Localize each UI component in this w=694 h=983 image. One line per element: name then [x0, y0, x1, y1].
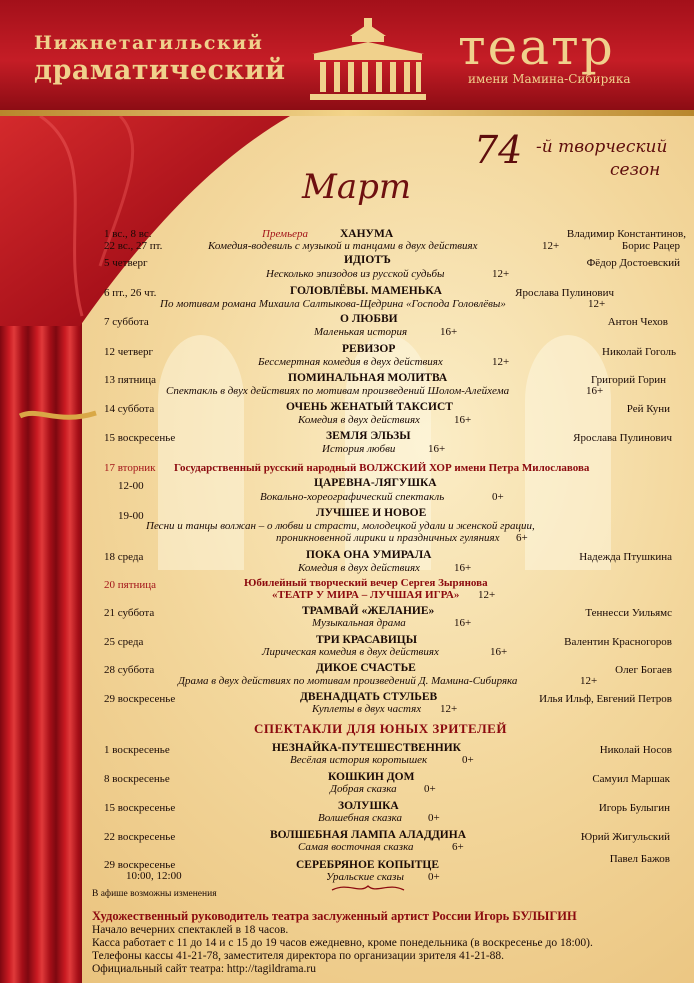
show-title: ГОЛОВЛЁВЫ. МАМЕНЬКА — [290, 285, 442, 297]
show-subtitle: Спектакль в двух действиях по мотивам произведений Шолом-Алейхема — [166, 385, 510, 397]
anniversary-line1: Юбилейный творческий вечер Сергея Зырянова — [244, 577, 488, 589]
theatre-type-name: драматический — [34, 55, 286, 86]
age-rating: 6+ — [516, 532, 528, 544]
footer-line-box-office-hours: Касса работает с 11 до 14 и с 15 до 19 часов ежедневно, кроме понедельника (в воскресенье до 18:00). — [92, 937, 593, 949]
show-subtitle: Уральские сказы — [326, 871, 404, 883]
schedule-date: 12 четверг — [104, 346, 153, 358]
window-arch — [158, 335, 244, 570]
age-rating: 0+ — [424, 783, 436, 795]
show-author: Надежда Птушкина — [579, 551, 672, 563]
schedule-date: 13 пятница — [104, 374, 157, 386]
schedule-date: 28 суббота — [104, 664, 155, 676]
footer-line-start-time: Начало вечерних спектаклей в 18 часов. — [92, 924, 289, 936]
show-subtitle: Маленькая история — [314, 326, 408, 338]
kids-section-title: СПЕКТАКЛИ ДЛЯ ЮНЫХ ЗРИТЕЛЕЙ — [254, 721, 507, 736]
age-rating: 16+ — [586, 385, 604, 397]
show-title: ИДІОТЪ — [344, 254, 391, 266]
show-subtitle: Песни и танцы волжан – о любви и страсти, молодецкой удали и женской грации, — [146, 520, 535, 532]
show-title: СЕРЕБРЯНОЕ КОПЫТЦЕ — [296, 859, 439, 871]
show-title: ПОМИНАЛЬНАЯ МОЛИТВА — [288, 372, 448, 384]
show-title: ЗОЛУШКА — [338, 800, 399, 812]
show-title: ТРИ КРАСАВИЦЫ — [316, 634, 418, 646]
show-author: Николай Гоголь — [602, 346, 676, 358]
kids-date: 8 воскресенье — [104, 773, 170, 785]
show-subtitle: Куплеты в двух частях — [312, 703, 422, 715]
age-rating: 0+ — [428, 812, 440, 824]
age-rating: 0+ — [492, 491, 504, 503]
window-arch — [525, 335, 611, 570]
show-title: ТРАМВАЙ «ЖЕЛАНИЕ» — [302, 605, 435, 617]
show-author: Олег Богаев — [615, 664, 672, 676]
age-rating: 16+ — [428, 443, 446, 455]
anniversary-line2: «ТЕАТР У МИРА – ЛУЧШАЯ ИГРА» — [272, 589, 460, 601]
show-author: Игорь Булыгин — [598, 802, 670, 814]
season-text-line2: сезон — [610, 160, 661, 180]
schedule-date: 25 среда — [104, 636, 144, 648]
age-rating: 12+ — [588, 298, 606, 310]
show-subtitle: Комедия в двух действиях — [298, 562, 420, 574]
theatre-named-after: имени Мамина-Сибиряка — [468, 72, 631, 86]
show-subtitle: Комедия-водевиль с музыкой и танцами в двух действиях — [208, 240, 478, 252]
show-author-extra: Борис Рацер — [621, 240, 680, 252]
show-title: ЛУЧШЕЕ И НОВОЕ — [316, 507, 427, 519]
kids-date: 1 воскресенье — [104, 744, 170, 756]
show-subtitle: Музыкальная драма — [312, 617, 406, 629]
anniversary-date: 20 пятница — [104, 579, 157, 591]
age-rating: 6+ — [452, 841, 464, 853]
curtain-tassel-rope — [18, 405, 98, 427]
show-author: Ярослава Пулинович — [573, 432, 672, 444]
age-rating: 16+ — [440, 326, 458, 338]
show-author: Теннесси Уильямс — [585, 607, 672, 619]
show-subtitle: Несколько эпизодов из русской судьбы — [266, 268, 445, 280]
schedule-date: 7 суббота — [104, 316, 149, 328]
show-subtitle: Добрая сказка — [330, 783, 397, 795]
show-subtitle: Лирическая комедия в двух действиях — [262, 646, 439, 658]
changes-note: В афише возможны изменения — [92, 889, 217, 899]
theatre-building-logo — [306, 14, 430, 104]
season-number: 74 — [474, 128, 523, 172]
theatre-word: театр — [458, 18, 615, 76]
kids-date: 22 воскресенье — [104, 831, 176, 843]
schedule-date: 18 среда — [104, 551, 144, 563]
age-rating: 12+ — [440, 703, 458, 715]
show-author: Николай Носов — [599, 744, 672, 756]
premiere-label: Премьера — [262, 228, 308, 240]
show-author: Антон Чехов — [607, 316, 668, 328]
age-rating: 12+ — [492, 356, 510, 368]
schedule-date: 6 пт., 26 чт. — [104, 287, 157, 299]
kids-date: 15 воскресенье — [104, 802, 176, 814]
show-author: Илья Ильф, Евгений Петров — [539, 693, 672, 705]
footer-line-phones: Телефоны кассы 41-21-78, заместителя директора по организации зрителя 41-21-88. — [92, 950, 505, 962]
age-rating: 16+ — [454, 617, 472, 629]
show-title: ВОЛШЕБНАЯ ЛАМПА АЛАДДИНА — [270, 829, 466, 841]
show-subtitle: проникновенной лирики и праздничных гуляниях — [276, 532, 500, 544]
age-rating: 0+ — [462, 754, 474, 766]
age-rating: 16+ — [454, 562, 472, 574]
show-title: ОЧЕНЬ ЖЕНАТЫЙ ТАКСИСТ — [286, 401, 453, 413]
show-title: ЦАРЕВНА-ЛЯГУШКА — [314, 477, 437, 489]
season-text-line1: -й творческий — [536, 137, 668, 157]
show-subtitle: История любви — [322, 443, 396, 455]
show-subtitle: Комедия в двух действиях — [298, 414, 420, 426]
show-title: РЕВИЗОР — [342, 343, 396, 355]
show-title: ХАНУМА — [340, 228, 394, 240]
show-author: Григорий Горин — [591, 374, 666, 386]
age-rating: 12+ — [580, 675, 598, 687]
schedule-date: 15 воскресенье — [104, 432, 176, 444]
theatre-city-name: Нижнетагильский — [34, 32, 264, 54]
choir-show2-time: 19-00 — [118, 510, 144, 522]
show-subtitle: Весёлая история коротышек — [290, 754, 428, 766]
schedule-date: 1 вс., 8 вс. — [104, 228, 152, 240]
schedule-date: 29 воскресенье — [104, 693, 176, 705]
artistic-director: Художественный руководитель театра заслуженный артист России Игорь БУЛЫГИН — [92, 909, 577, 923]
schedule-date: 21 суббота — [104, 607, 155, 619]
show-title: О ЛЮБВИ — [340, 313, 398, 325]
schedule-date: 5 четверг — [104, 257, 148, 269]
age-rating: 16+ — [454, 414, 472, 426]
show-author: Валентин Красногоров — [564, 636, 672, 648]
age-rating: 12+ — [492, 268, 510, 280]
show-author: Владимир Константинов, — [566, 228, 686, 240]
age-rating: 0+ — [428, 871, 440, 883]
age-rating: 16+ — [490, 646, 508, 658]
show-author: Рей Куни — [626, 403, 670, 415]
choir-show1-time: 12-00 — [118, 480, 144, 492]
show-subtitle: Драма в двух действиях по мотивам произведений Д. Мамина-Сибиряка — [178, 675, 518, 687]
show-subtitle: Вокально-хореографический спектакль — [260, 491, 445, 503]
show-title: НЕЗНАЙКА-ПУТЕШЕСТВЕННИК — [272, 742, 462, 754]
ornament-divider — [330, 880, 406, 894]
show-subtitle: Самая восточная сказка — [298, 841, 414, 853]
show-subtitle: Бессмертная комедия в двух действиях — [258, 356, 443, 368]
footer-line-website: Официальный сайт театра: http://tagildrama.ru — [92, 963, 316, 975]
month-title: Март — [302, 167, 412, 207]
show-title: ДВЕНАДЦАТЬ СТУЛЬЕВ — [300, 691, 438, 703]
age-rating: 12+ — [542, 240, 560, 252]
show-author: Самуил Маршак — [592, 773, 670, 785]
show-author: Ярослава Пулинович — [515, 287, 614, 299]
show-title: КОШКИН ДОМ — [328, 771, 415, 783]
show-subtitle: По мотивам романа Михаила Салтыкова-Щедрина «Господа Головлёвы» — [160, 298, 506, 310]
age-rating: 12+ — [478, 589, 496, 601]
show-title: ПОКА ОНА УМИРАЛА — [306, 549, 432, 561]
show-title: ЗЕМЛЯ ЭЛЬЗЫ — [326, 430, 411, 442]
kids-date: 29 воскресенье — [104, 859, 176, 871]
schedule-date-extra: 22 вс., 27 пт. — [104, 240, 163, 252]
show-subtitle: Волшебная сказка — [318, 812, 403, 824]
kids-date-extra: 10:00, 12:00 — [126, 870, 182, 882]
show-title: ДИКОЕ СЧАСТЬЕ — [316, 662, 416, 674]
choir-date: 17 вторник — [104, 462, 156, 474]
choir-title: Государственный русский народный ВОЛЖСКИЙ ХОР имени Петра Милославова — [174, 462, 590, 474]
schedule-date: 14 суббота — [104, 403, 155, 415]
show-author: Фёдор Достоевский — [586, 257, 680, 269]
show-author: Павел Бажов — [609, 853, 670, 865]
show-author: Юрий Жигульский — [580, 831, 670, 843]
